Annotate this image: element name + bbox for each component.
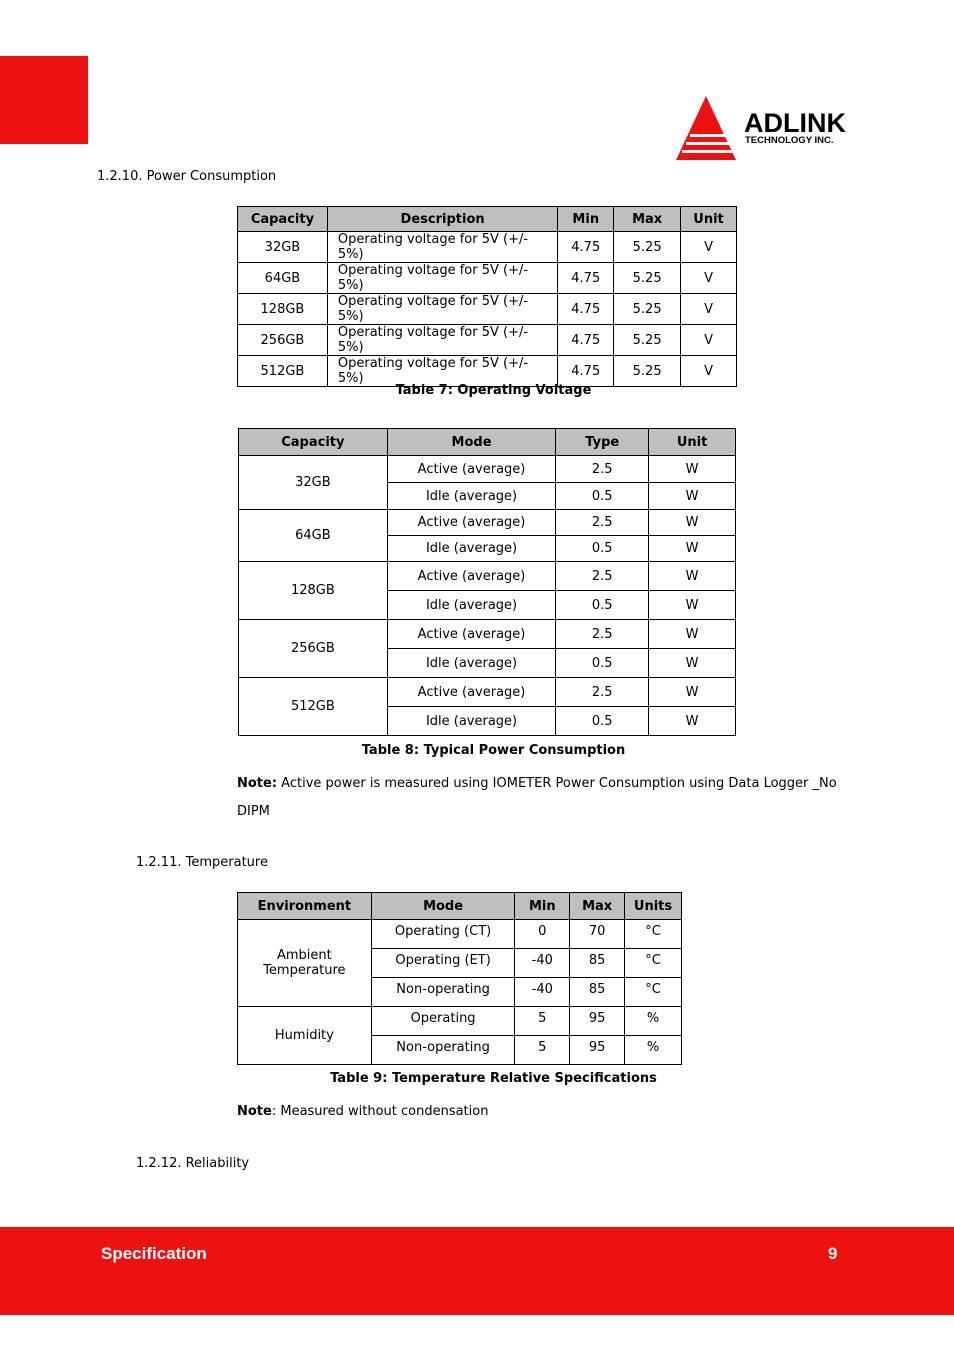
table-cell: 5 [515, 1036, 570, 1065]
table-cell: °C [625, 978, 682, 1007]
column-header: Mode [371, 893, 515, 920]
table-cell: Idle (average) [387, 536, 556, 562]
table-header-row [238, 207, 737, 232]
table-cell: % [625, 1007, 682, 1036]
table-cell: 128GB [238, 294, 328, 325]
table-row [238, 294, 737, 325]
capacity-cell: 512GB [239, 678, 388, 736]
note-label: Note [237, 1104, 272, 1119]
table-cell: 2.5 [556, 562, 649, 591]
table-cell: W [649, 649, 736, 678]
column-header: Max [570, 893, 625, 920]
table-cell: Operating voltage for 5V (+/- 5%) [327, 232, 557, 263]
table-cell: W [649, 620, 736, 649]
table-cell: Operating (ET) [371, 949, 515, 978]
table-cell: 95 [570, 1007, 625, 1036]
table-cell: 32GB [238, 232, 328, 263]
table-cell: °C [625, 949, 682, 978]
table-cell: Idle (average) [387, 591, 556, 620]
table-cell: Non-operating [371, 978, 515, 1007]
temperature-table [237, 892, 682, 1065]
table-cell: 4.75 [558, 232, 614, 263]
logo-name: ADLINK [744, 108, 846, 138]
table-cell: Active (average) [387, 456, 556, 483]
table-header-row [238, 893, 682, 920]
temperature-note [237, 1098, 837, 1126]
table-cell: Active (average) [387, 510, 556, 536]
table-row [239, 562, 736, 591]
table-caption: Table 7: Operating Voltage [395, 383, 592, 398]
table-cell: Operating voltage for 5V (+/- 5%) [327, 356, 557, 387]
column-header: Capacity [239, 429, 388, 456]
page-number: 9 [828, 1244, 838, 1263]
table-cell: 5.25 [614, 263, 681, 294]
table-row [239, 510, 736, 536]
table-cell: Operating voltage for 5V (+/- 5%) [327, 294, 557, 325]
environment-label: Temperature [263, 963, 346, 978]
table-row [238, 263, 737, 294]
section-heading-temperature: 1.2.11. Temperature [136, 855, 268, 870]
table-row [238, 356, 737, 387]
table-cell: 85 [570, 978, 625, 1007]
table-cell: 4.75 [558, 263, 614, 294]
table-row [239, 620, 736, 649]
table-cell: W [649, 562, 736, 591]
table-cell: 70 [570, 920, 625, 949]
table-cell: 0.5 [556, 649, 649, 678]
table-cell: V [681, 232, 737, 263]
table-row [238, 232, 737, 263]
table-cell: W [649, 536, 736, 562]
column-header: Description [327, 207, 557, 232]
table-cell: 2.5 [556, 620, 649, 649]
table-cell: 0 [515, 920, 570, 949]
table-row [238, 1007, 682, 1036]
table-row [239, 456, 736, 483]
environment-cell [238, 1007, 372, 1065]
table-header-row [239, 429, 736, 456]
adlink-triangle-icon [676, 96, 882, 162]
table-cell: 0.5 [556, 591, 649, 620]
capacity-cell: 64GB [239, 510, 388, 562]
table-cell: 0.5 [556, 536, 649, 562]
table-cell: V [681, 263, 737, 294]
table-cell: 256GB [238, 325, 328, 356]
table-cell: Operating voltage for 5V (+/- 5%) [327, 325, 557, 356]
table-cell: -40 [515, 978, 570, 1007]
table-cell: 95 [570, 1036, 625, 1065]
logo-tagline: TECHNOLOGY INC. [745, 135, 834, 146]
power-note [237, 770, 837, 826]
corner-accent-block [0, 56, 88, 144]
table-cell: W [649, 707, 736, 736]
column-header: Environment [238, 893, 372, 920]
table-cell: 512GB [238, 356, 328, 387]
capacity-cell: 256GB [239, 620, 388, 678]
table-cell: Idle (average) [387, 707, 556, 736]
adlink-logo [676, 96, 882, 162]
table-cell: Idle (average) [387, 483, 556, 510]
environment-cell [238, 920, 372, 1007]
table-cell: V [681, 294, 737, 325]
table-cell: Active (average) [387, 620, 556, 649]
table-cell: 5.25 [614, 294, 681, 325]
table-cell: W [649, 483, 736, 510]
table-cell: Operating [371, 1007, 515, 1036]
table-cell: 4.75 [558, 325, 614, 356]
table-caption: Table 8: Typical Power Consumption [361, 743, 626, 758]
table-cell: Operating (CT) [371, 920, 515, 949]
note-text-continued: DIPM [237, 804, 270, 819]
table-cell: °C [625, 920, 682, 949]
column-header: Mode [387, 429, 556, 456]
table-cell: W [649, 456, 736, 483]
table-cell: 2.5 [556, 456, 649, 483]
table-cell: W [649, 510, 736, 536]
column-header: Min [558, 207, 614, 232]
table-cell: W [649, 591, 736, 620]
table-cell: % [625, 1036, 682, 1065]
column-header: Unit [649, 429, 736, 456]
table-cell: V [681, 356, 737, 387]
table-cell: 4.75 [558, 294, 614, 325]
table-cell: 2.5 [556, 678, 649, 707]
table-row [238, 920, 682, 949]
table-cell: 5.25 [614, 356, 681, 387]
section-heading-power: 1.2.10. Power Consumption [97, 169, 277, 184]
column-header: Min [515, 893, 570, 920]
table-cell: V [681, 325, 737, 356]
table-cell: Non-operating [371, 1036, 515, 1065]
column-header: Max [614, 207, 681, 232]
table-cell: 5.25 [614, 325, 681, 356]
environment-label: Humidity [274, 1028, 334, 1043]
power-consumption-table [238, 428, 736, 736]
table-caption: Table 9: Temperature Relative Specifications [330, 1071, 657, 1086]
table-cell: 64GB [238, 263, 328, 294]
column-header: Units [625, 893, 682, 920]
table-cell: W [649, 678, 736, 707]
capacity-cell: 32GB [239, 456, 388, 510]
table-cell: Idle (average) [387, 649, 556, 678]
table-row [238, 325, 737, 356]
capacity-cell: 128GB [239, 562, 388, 620]
table-cell: 4.75 [558, 356, 614, 387]
note-label: Note: [237, 776, 278, 791]
table-cell: 5 [515, 1007, 570, 1036]
footer-section-title: Specification [101, 1244, 207, 1263]
table-cell: Active (average) [387, 562, 556, 591]
environment-label: Ambient [277, 948, 332, 963]
table-cell: 5.25 [614, 232, 681, 263]
column-header: Capacity [238, 207, 328, 232]
column-header: Type [556, 429, 649, 456]
footer-bar [0, 1227, 954, 1315]
operating-voltage-table [237, 206, 737, 387]
table-cell: 2.5 [556, 510, 649, 536]
table-cell: Operating voltage for 5V (+/- 5%) [327, 263, 557, 294]
table-cell: 0.5 [556, 707, 649, 736]
table-row [239, 678, 736, 707]
note-text: Active power is measured using IOMETER Power Consumption using Data Logger _No [277, 776, 837, 791]
table-cell: Active (average) [387, 678, 556, 707]
section-heading-reliability: 1.2.12. Reliability [136, 1156, 250, 1171]
note-text: : Measured without condensation [271, 1104, 489, 1119]
table-cell: -40 [515, 949, 570, 978]
column-header: Unit [681, 207, 737, 232]
table-cell: 85 [570, 949, 625, 978]
table-cell: 0.5 [556, 483, 649, 510]
